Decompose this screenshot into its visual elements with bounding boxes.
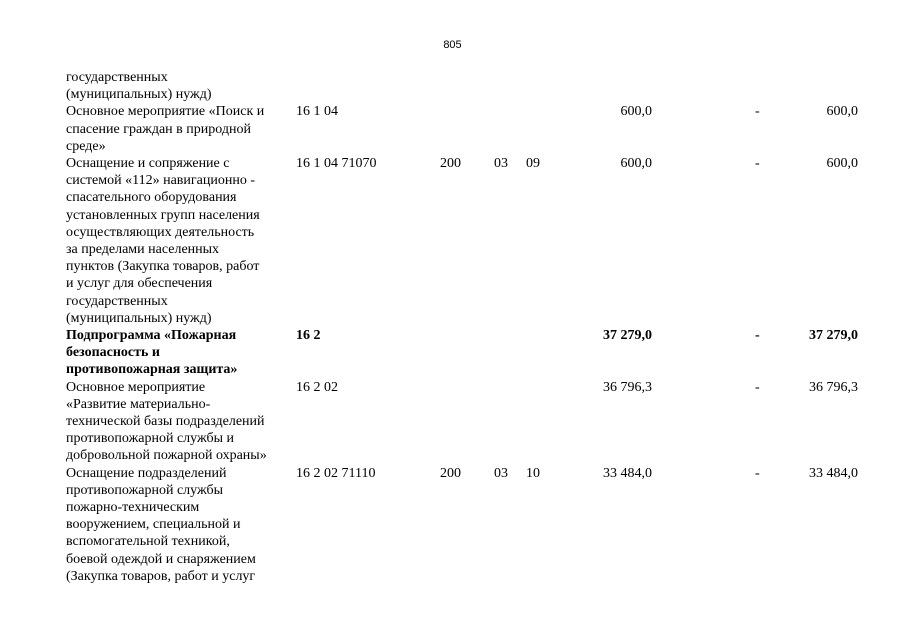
row-amount-plan: 37 279,0 (603, 328, 652, 344)
row-name-line: (муниципальных) нужд) (66, 87, 212, 103)
row-name-line: добровольной пожарной охраны» (66, 448, 267, 464)
row-name-line: и услуг для обеспечения (66, 276, 213, 292)
row-amount-change: - (755, 328, 760, 344)
row-name-line: Основное мероприятие (66, 379, 206, 395)
row-amount-change: - (755, 379, 760, 395)
row-name-line: вспомогательной техникой, (66, 534, 230, 550)
row-amount-total: 600,0 (826, 104, 858, 120)
table-row (0, 379, 905, 465)
row-name-line: противопожарной службы и (66, 431, 234, 447)
row-amount-plan: 600,0 (620, 104, 652, 120)
row-name (66, 69, 296, 103)
row-name (66, 103, 296, 155)
row-name-line: установленных групп населения (66, 207, 260, 223)
row-amount-plan: 600,0 (620, 156, 652, 172)
row-name (66, 465, 296, 585)
row-code: 16 2 (296, 328, 321, 344)
row-name (66, 327, 296, 379)
row-name-line: среде» (66, 138, 106, 154)
row-name-line: Подпрограмма «Пожарная (66, 328, 237, 344)
row-section: 03 (494, 465, 508, 481)
row-name-line: пожарно-техническим (66, 500, 200, 516)
row-name-line: (муниципальных) нужд) (66, 310, 212, 326)
row-amount-change: - (755, 104, 760, 120)
row-amount-total: 600,0 (826, 156, 858, 172)
row-code: 16 2 02 71110 (296, 465, 376, 481)
row-amount-change: - (755, 465, 760, 481)
row-name (66, 155, 296, 327)
row-name-line: государственных (66, 293, 168, 309)
row-name-line: государственных (66, 70, 168, 85)
row-name-line: системой «112» навигационно - (66, 173, 255, 189)
row-amount-plan: 36 796,3 (603, 379, 652, 395)
row-code: 16 2 02 (296, 379, 338, 395)
row-amount-change: - (755, 156, 760, 172)
table-row (0, 103, 905, 155)
row-name-line: «Развитие материально- (66, 396, 211, 412)
budget-table (0, 69, 905, 585)
page-number: 805 (443, 39, 462, 51)
row-code: 16 1 04 (296, 104, 338, 120)
row-name-line: осуществляющих деятельность (66, 224, 255, 240)
row-name-line: противопожарная защита» (66, 362, 238, 378)
row-amount-total: 33 484,0 (809, 465, 858, 481)
row-name-line: вооружением, специальной и (66, 517, 241, 533)
row-subsection: 10 (526, 465, 540, 481)
row-name-line: противопожарной службы (66, 482, 223, 498)
row-amount-total: 36 796,3 (809, 379, 858, 395)
table-row (0, 465, 905, 585)
table-row (0, 69, 905, 103)
table-row (0, 327, 905, 379)
row-section: 03 (494, 156, 508, 172)
row-name-line: Оснащение подразделений (66, 465, 227, 481)
row-name-line: пунктов (Закупка товаров, работ (66, 259, 260, 275)
row-subsection: 09 (526, 156, 540, 172)
row-name-line: за пределами населенных (66, 242, 220, 258)
row-name-line: Оснащение и сопряжение с (66, 156, 230, 172)
row-name-line: технической базы подразделений (66, 414, 265, 430)
row-amount-plan: 33 484,0 (603, 465, 652, 481)
row-name (66, 379, 296, 465)
row-name-line: безопасность и (66, 345, 160, 361)
row-amount-total: 37 279,0 (809, 328, 858, 344)
row-name-line: спасательного оборудования (66, 190, 237, 206)
row-name-line: спасение граждан в природной (66, 121, 251, 137)
table-row (0, 155, 905, 327)
row-expense-type: 200 (440, 465, 461, 481)
row-code: 16 1 04 71070 (296, 156, 377, 172)
row-name-line: боевой одеждой и снаряжением (66, 551, 256, 567)
row-expense-type: 200 (440, 156, 461, 172)
row-name-line: (Закупка товаров, работ и услуг (66, 568, 256, 584)
row-name-line: Основное мероприятие «Поиск и (66, 104, 265, 120)
